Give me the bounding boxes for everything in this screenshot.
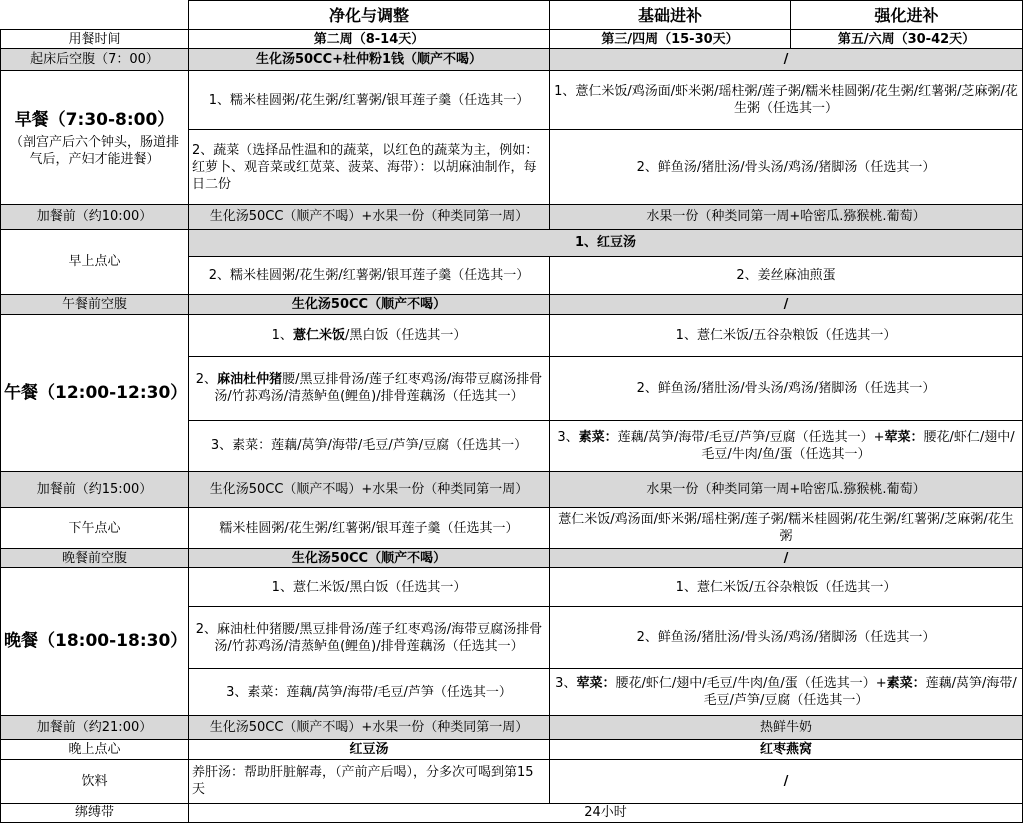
breakfast-note: （剖宫产后六个钟头，肠道排气后，产妇才能进餐） — [9, 134, 179, 167]
dinner-later-item-2: 2、鲜鱼汤/猪肚汤/骨头汤/鸡汤/猪脚汤（任选其一） — [550, 607, 1023, 669]
lunch-later-3-veg: 莲藕/莴笋/海带/毛豆/芦笋/豆腐（任选其一）+ — [617, 429, 885, 445]
week-5-6-label: 第五/六周（30-42天） — [791, 30, 1023, 49]
prelunch-label: 午餐前空腹 — [1, 294, 189, 314]
lunch-later-item-3 — [550, 420, 1023, 471]
afternoon-snack-row — [1, 508, 1023, 549]
week-2-label: 第二周（8-14天） — [189, 30, 550, 49]
phase-purify-header: 净化与调整 — [189, 1, 550, 30]
morning-snack-later: 2、姜丝麻油煎蛋 — [550, 256, 1023, 294]
breakfast-title: 早餐（7:30-8:00） — [14, 109, 175, 130]
breakfast-week2-item-1: 1、糯米桂圆粥/花生粥/红薯粥/银耳莲子羹（任选其一） — [189, 71, 550, 130]
snack-15-week2: 生化汤50CC（顺产不喝）+水果一份（种类同第一周） — [189, 472, 550, 508]
snack-15-label: 加餐前（约15:00） — [1, 472, 189, 508]
snack-15-row — [1, 472, 1023, 508]
dinner-later-3-veg: 莲藕/莴笋/海带/毛豆/芦笋/豆腐（任选其一） — [703, 676, 1017, 709]
snack-15-later: 水果一份（种类同第一周+哈密瓜.猕猴桃.葡萄） — [550, 472, 1023, 508]
dinner-later-3-meat: 腰花/虾仁/翅中/毛豆/牛肉/鱼/蛋（任选其一）+ — [615, 676, 887, 692]
predinner-row — [1, 549, 1023, 568]
binder-value: 24小时 — [189, 803, 1023, 822]
phase-basic-header: 基础进补 — [550, 1, 791, 30]
drinks-row — [1, 759, 1023, 803]
drinks-later: / — [550, 759, 1023, 803]
dinner-later-3-prefix: 3、 — [555, 676, 577, 692]
snack-10-later: 水果一份（种类同第一周+哈密瓜.猕猴桃.葡萄） — [550, 205, 1023, 229]
night-snack-label: 晚上点心 — [1, 739, 189, 759]
drinks-week2: 养肝汤：帮助肝脏解毒，（产前产后喝），分多次可喝到第15天 — [189, 759, 550, 803]
dinner-row-1 — [1, 568, 1023, 607]
lunch-item-2-rest: 腰/黑豆排骨汤/莲子红枣鸡汤/海带豆腐汤排骨汤/竹荪鸡汤/清蒸鲈鱼(鲤鱼)/排骨莲藕汤（任选其一） — [214, 372, 543, 405]
snack-21-later: 热鲜牛奶 — [550, 715, 1023, 739]
dinner-label — [1, 568, 189, 715]
morning-snack-all: 1、红豆汤 — [189, 229, 1023, 256]
dinner-later-3-veg-label: 素菜： — [886, 676, 926, 692]
lunch-week2-item-2 — [189, 356, 550, 420]
predinner-later: / — [550, 549, 1023, 568]
snack-10-row — [1, 205, 1023, 229]
dinner-later-item-1: 1、薏仁米饭/五谷杂粮饭（任选其一） — [550, 568, 1023, 607]
corner-cell — [1, 1, 189, 30]
predinner-week2: 生化汤50CC（顺产不喝） — [189, 549, 550, 568]
wake-row — [1, 49, 1023, 71]
prelunch-row — [1, 294, 1023, 314]
morning-snack-row-1 — [1, 229, 1023, 256]
lunch-item-1-bold: 薏仁米饭 — [292, 327, 345, 343]
afternoon-snack-later: 薏仁米饭/鸡汤面/虾米粥/瑶柱粥/莲子粥/糯米桂圆粥/花生粥/红薯粥/芝麻粥/花生粥 — [550, 508, 1023, 549]
morning-snack-label: 早上点心 — [1, 229, 189, 294]
afternoon-snack-label: 下午点心 — [1, 508, 189, 549]
lunch-item-1-rest: /黑白饭（任选其一） — [344, 327, 467, 343]
lunch-later-3-meat-label: 荤菜： — [884, 429, 924, 445]
predinner-label: 晚餐前空腹 — [1, 549, 189, 568]
dinner-title: 晚餐（18:00-18:30） — [4, 631, 188, 652]
lunch-later-3-veg-label: 素菜： — [578, 429, 618, 445]
breakfast-later-item-2: 2、鲜鱼汤/猪肚汤/骨头汤/鸡汤/猪脚汤（任选其一） — [550, 130, 1023, 205]
phase-intensive-header: 强化进补 — [791, 1, 1023, 30]
binder-row — [1, 803, 1023, 822]
lunch-item-2-bold: 麻油杜仲猪 — [217, 372, 283, 388]
dinner-week2-item-1: 1、薏仁米饭/黑白饭（任选其一） — [189, 568, 550, 607]
night-snack-row — [1, 739, 1023, 759]
meal-time-label: 用餐时间 — [1, 30, 189, 49]
morning-snack-week2: 2、糯米桂圆粥/花生粥/红薯粥/银耳莲子羹（任选其一） — [189, 256, 550, 294]
afternoon-snack-week2: 糯米桂圆粥/花生粥/红薯粥/银耳莲子羹（任选其一） — [189, 508, 550, 549]
week-row — [1, 30, 1023, 49]
lunch-item-2-prefix: 2、 — [195, 372, 218, 388]
lunch-week2-item-1 — [189, 314, 550, 356]
wake-week2: 生化汤50CC+杜仲粉1钱（顺产不喝） — [189, 49, 550, 71]
lunch-row-1 — [1, 314, 1023, 356]
night-snack-later: 红枣燕窝 — [550, 739, 1023, 759]
breakfast-later-item-1: 1、薏仁米饭/鸡汤面/虾米粥/瑶柱粥/莲子粥/糯米桂圆粥/花生粥/红薯粥/芝麻粥/花生粥（任选其一） — [550, 71, 1023, 130]
binder-label: 绑缚带 — [1, 803, 189, 822]
wake-later: / — [550, 49, 1023, 71]
night-snack-week2: 红豆汤 — [189, 739, 550, 759]
lunch-week2-item-3: 3、素菜：莲藕/莴笋/海带/毛豆/芦笋/豆腐（任选其一） — [189, 420, 550, 471]
dinner-week2-item-3: 3、素菜：莲藕/莴笋/海带/毛豆/芦笋（任选其一） — [189, 669, 550, 715]
dinner-later-3-meat-label: 荤菜： — [576, 676, 616, 692]
prelunch-later: / — [550, 294, 1023, 314]
drinks-label: 饮料 — [1, 759, 189, 803]
lunch-later-3-prefix: 3、 — [557, 429, 579, 445]
week-3-4-label: 第三/四周（15-30天） — [550, 30, 791, 49]
breakfast-label — [1, 71, 189, 205]
dinner-week2-item-2: 2、麻油杜仲猪腰/黑豆排骨汤/莲子红枣鸡汤/海带豆腐汤排骨汤/竹荪鸡汤/清蒸鲈鱼(鲤鱼)/排骨莲藕汤（任选其一） — [189, 607, 550, 669]
phase-header-row — [1, 1, 1023, 30]
lunch-later-item-1: 1、薏仁米饭/五谷杂粮饭（任选其一） — [550, 314, 1023, 356]
lunch-item-1-prefix: 1、 — [271, 327, 293, 343]
snack-10-week2: 生化汤50CC（顺产不喝）+水果一份（种类同第一周） — [189, 205, 550, 229]
dinner-later-item-3 — [550, 669, 1023, 715]
wake-label: 起床后空腹（7：00） — [1, 49, 189, 71]
snack-21-row — [1, 715, 1023, 739]
lunch-label — [1, 314, 189, 471]
prelunch-week2: 生化汤50CC（顺产不喝） — [189, 294, 550, 314]
lunch-later-item-2: 2、鲜鱼汤/猪肚汤/骨头汤/鸡汤/猪脚汤（任选其一） — [550, 356, 1023, 420]
snack-21-week2: 生化汤50CC（顺产不喝）+水果一份（种类同第一周） — [189, 715, 550, 739]
lunch-title: 午餐（12:00-12:30） — [4, 382, 188, 403]
breakfast-row-1 — [1, 71, 1023, 130]
snack-21-label: 加餐前（约21:00） — [1, 715, 189, 739]
snack-10-label: 加餐前（约10:00） — [1, 205, 189, 229]
breakfast-week2-item-2: 2、蔬菜（选择品性温和的蔬菜，以红色的蔬菜为主，例如：红萝卜、观音菜或红苋菜、菠菜、海带）：以胡麻油制作，每日二份 — [189, 130, 550, 205]
lunch-later-3-meat: 腰花/虾仁/翅中/毛豆/牛肉/鱼/蛋（任选其一） — [701, 429, 1015, 462]
